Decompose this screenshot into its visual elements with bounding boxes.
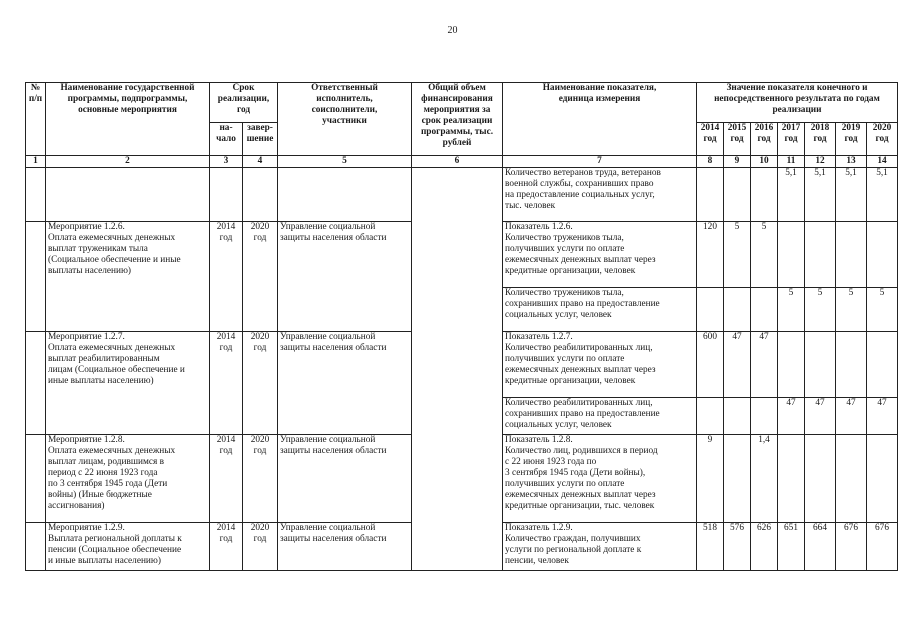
- event-name-cell: Мероприятие 1.2.6. Оплата ежемесячных денежных выплат труженикам тыла (Социальное обеспечение и иные выплаты населению): [46, 222, 210, 332]
- header-no: № п/п: [26, 83, 46, 156]
- page-number: 20: [447, 25, 458, 36]
- value-cell: 600: [697, 332, 724, 398]
- start-year-cell: [210, 168, 243, 222]
- row-number-cell: [26, 523, 46, 571]
- column-number: 4: [243, 156, 278, 168]
- indicator-cell: Показатель 1.2.9. Количество граждан, получивших услуги по региональной доплате к пенсии, человек: [503, 523, 697, 571]
- value-cell: 5: [751, 222, 778, 288]
- column-number: 11: [778, 156, 805, 168]
- header-executor: Ответственный исполнитель, соисполнители, участники: [278, 83, 412, 156]
- value-cell: 5: [836, 288, 867, 332]
- value-cell: 651: [778, 523, 805, 571]
- row-number-cell: [26, 332, 46, 435]
- executor-cell: Управление социальной защиты населения области: [278, 435, 412, 523]
- value-cell: 5,1: [778, 168, 805, 222]
- header-year: 2014 год: [697, 123, 724, 156]
- value-cell: 5: [805, 288, 836, 332]
- table-body: [26, 168, 898, 571]
- column-number: 3: [210, 156, 243, 168]
- value-cell: [724, 288, 751, 332]
- header-indicator: Наименование показателя, единица измерения: [503, 83, 697, 156]
- value-cell: [836, 222, 867, 288]
- row-number-cell: [26, 435, 46, 523]
- value-cell: [697, 168, 724, 222]
- value-cell: [751, 288, 778, 332]
- event-name-cell: Мероприятие 1.2.9. Выплата региональной доплаты к пенсии (Социальное обеспечение и иные выплаты населению): [46, 523, 210, 571]
- column-number-row: [26, 156, 898, 168]
- value-cell: 518: [697, 523, 724, 571]
- end-year-cell: 2020 год: [243, 222, 278, 332]
- value-cell: 9: [697, 435, 724, 523]
- end-year-cell: 2020 год: [243, 523, 278, 571]
- indicator-cell: Количество реабилитированных лиц, сохранивших право на предоставление социальных услуг, человек: [503, 398, 697, 435]
- value-cell: 120: [697, 222, 724, 288]
- header-year: 2019 год: [836, 123, 867, 156]
- header-year: 2017 год: [778, 123, 805, 156]
- end-year-cell: 2020 год: [243, 332, 278, 435]
- column-number: 10: [751, 156, 778, 168]
- value-cell: [724, 398, 751, 435]
- value-cell: 626: [751, 523, 778, 571]
- row-number-cell: [26, 222, 46, 332]
- column-number: 14: [867, 156, 898, 168]
- value-cell: [867, 222, 898, 288]
- value-cell: 47: [724, 332, 751, 398]
- value-cell: 5,1: [836, 168, 867, 222]
- value-cell: 676: [836, 523, 867, 571]
- header-term-end: завер- шение: [243, 123, 278, 156]
- event-name-cell: Мероприятие 1.2.8. Оплата ежемесячных денежных выплат лицам, родившимся в период с 22 июня 1923 года по 3 сентября 1945 года (Дети войны) (Иные бюджетные ассигнования): [46, 435, 210, 523]
- value-cell: [697, 288, 724, 332]
- column-number: 13: [836, 156, 867, 168]
- value-cell: 664: [805, 523, 836, 571]
- value-cell: 5: [724, 222, 751, 288]
- funding-cell: [412, 168, 503, 571]
- value-cell: [867, 435, 898, 523]
- header-year: 2016 год: [751, 123, 778, 156]
- indicator-cell: Показатель 1.2.7. Количество реабилитированных лиц, получивших услуги по оплате ежемесячных денежных выплат через кредитные организации, человек: [503, 332, 697, 398]
- executor-cell: Управление социальной защиты населения области: [278, 523, 412, 571]
- start-year-cell: 2014 год: [210, 523, 243, 571]
- start-year-cell: 2014 год: [210, 332, 243, 435]
- value-cell: [751, 168, 778, 222]
- table-row: [26, 168, 898, 222]
- start-year-cell: 2014 год: [210, 222, 243, 332]
- value-cell: 5: [778, 288, 805, 332]
- end-year-cell: [243, 168, 278, 222]
- indicator-cell: Количество ветеранов труда, ветеранов военной службы, сохранивших право на предоставление социальных услуг, тыс. человек: [503, 168, 697, 222]
- header-term-start: на- чало: [210, 123, 243, 156]
- value-cell: [805, 222, 836, 288]
- value-cell: [778, 332, 805, 398]
- value-cell: [724, 435, 751, 523]
- value-cell: 5,1: [867, 168, 898, 222]
- event-name-cell: Мероприятие 1.2.7. Оплата ежемесячных денежных выплат реабилитированным лицам (Социальное обеспечение и иные выплаты населению): [46, 332, 210, 435]
- value-cell: [724, 168, 751, 222]
- value-cell: 5: [867, 288, 898, 332]
- indicator-cell: Количество тружеников тыла, сохранивших право на предоставление социальных услуг, человек: [503, 288, 697, 332]
- indicator-cell: Показатель 1.2.6. Количество тружеников тыла, получивших услуги по оплате ежемесячных денежных выплат через кредитные организации, человек: [503, 222, 697, 288]
- value-cell: 47: [805, 398, 836, 435]
- value-cell: [836, 435, 867, 523]
- header-values: Значение показателя конечного и непосредственного результата по годам реализации: [697, 83, 898, 123]
- event-name-cell: [46, 168, 210, 222]
- column-number: 8: [697, 156, 724, 168]
- value-cell: [867, 332, 898, 398]
- header-funding: Общий объем финансирования мероприятия за срок реализации программы, тыс. рублей: [412, 83, 503, 156]
- header-year: 2020 год: [867, 123, 898, 156]
- header-term: Срок реализации, год: [210, 83, 278, 123]
- value-cell: 47: [836, 398, 867, 435]
- executor-cell: [278, 168, 412, 222]
- column-number: 2: [46, 156, 210, 168]
- indicator-cell: Показатель 1.2.8. Количество лиц, родившихся в период с 22 июня 1923 года по 3 сентября 1945 года (Дети войны), получивших услуги по оплате ежемесячных денежных выплат через кредитные организации, тыс. человек: [503, 435, 697, 523]
- value-cell: 576: [724, 523, 751, 571]
- header-year: 2015 год: [724, 123, 751, 156]
- value-cell: 1,4: [751, 435, 778, 523]
- executor-cell: Управление социальной защиты населения области: [278, 332, 412, 435]
- column-number: 6: [412, 156, 503, 168]
- header-year: 2018 год: [805, 123, 836, 156]
- column-number: 7: [503, 156, 697, 168]
- value-cell: [751, 398, 778, 435]
- header-program: Наименование государственной программы, подпрограммы, основные мероприятия: [46, 83, 210, 156]
- row-number-cell: [26, 168, 46, 222]
- end-year-cell: 2020 год: [243, 435, 278, 523]
- start-year-cell: 2014 год: [210, 435, 243, 523]
- value-cell: [697, 398, 724, 435]
- value-cell: 47: [778, 398, 805, 435]
- value-cell: 5,1: [805, 168, 836, 222]
- column-number: 9: [724, 156, 751, 168]
- column-number: 12: [805, 156, 836, 168]
- value-cell: [805, 332, 836, 398]
- executor-cell: Управление социальной защиты населения области: [278, 222, 412, 332]
- program-table: [25, 82, 898, 571]
- column-number: 5: [278, 156, 412, 168]
- value-cell: 47: [867, 398, 898, 435]
- value-cell: [836, 332, 867, 398]
- column-number: 1: [26, 156, 46, 168]
- value-cell: [805, 435, 836, 523]
- value-cell: 47: [751, 332, 778, 398]
- value-cell: [778, 222, 805, 288]
- value-cell: [778, 435, 805, 523]
- value-cell: 676: [867, 523, 898, 571]
